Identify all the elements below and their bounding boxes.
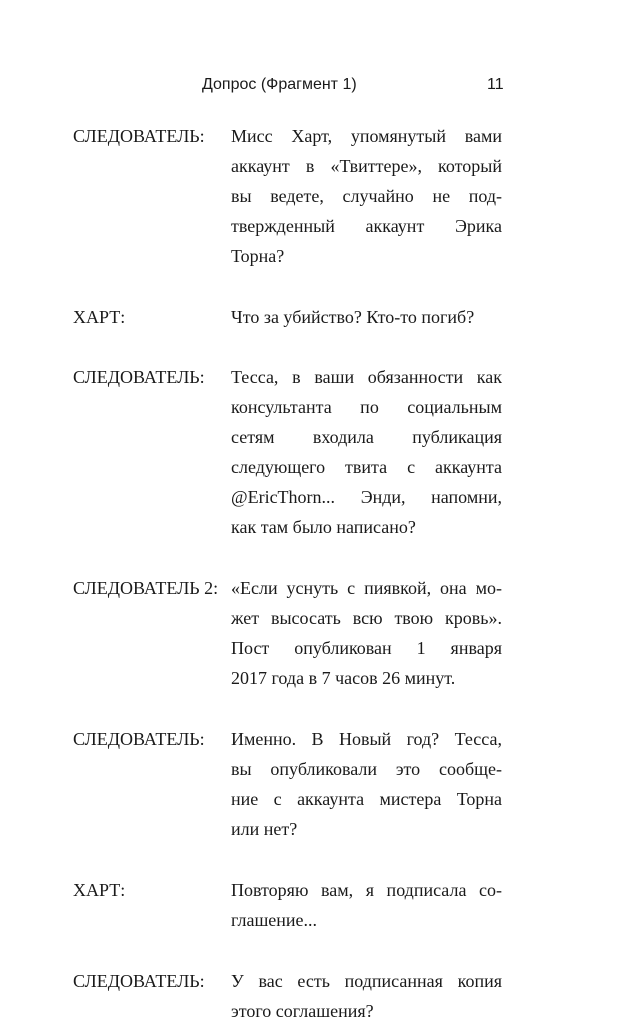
dialogue-entry xyxy=(0,121,620,271)
speech-line: твержденный аккаунт Эрика xyxy=(231,216,502,236)
dialogue-entry xyxy=(0,724,620,844)
speaker-label: СЛЕДОВАТЕЛЬ 2: xyxy=(73,578,219,598)
speech-line: глашение... xyxy=(231,910,318,930)
speech-text xyxy=(231,302,502,332)
dialogue-entry xyxy=(0,875,620,935)
speech-text xyxy=(231,966,502,1026)
speaker-label: ХАРТ: xyxy=(73,880,126,900)
speaker-label: ХАРТ: xyxy=(73,307,126,327)
dialogue-entry xyxy=(0,302,620,332)
page-number: 11 xyxy=(487,76,504,93)
speaker-label: СЛЕДОВАТЕЛЬ: xyxy=(73,367,205,387)
dialogue-entry xyxy=(0,573,620,693)
speech-line: Мисс Харт, упомянутый вами xyxy=(231,126,502,146)
speech-line: вы ведете, случайно не под- xyxy=(231,186,502,206)
speech-text xyxy=(231,875,502,935)
speaker-label: СЛЕДОВАТЕЛЬ: xyxy=(73,126,205,146)
speech-line: вы опубликовали это сообще- xyxy=(231,759,502,779)
speech-line: жет высосать всю твою кровь». xyxy=(231,608,502,628)
running-head xyxy=(0,76,620,100)
speech-line: Пост опубликован 1 января xyxy=(231,638,502,658)
speech-text xyxy=(231,121,502,271)
speech-line: Именно. В Новый год? Тесса, xyxy=(231,729,502,749)
dialogue-entry xyxy=(0,362,620,542)
speech-line: консультанта по социальным xyxy=(231,397,502,417)
speech-line: как там было написано? xyxy=(231,517,416,537)
speech-line: Тесса, в ваши обязанности как xyxy=(231,367,502,387)
speech-line: «Если уснуть с пиявкой, она мо- xyxy=(231,578,502,598)
speech-line: следующего твита с аккаунта xyxy=(231,457,502,477)
speech-line: или нет? xyxy=(231,819,298,839)
speech-line: У вас есть подписанная копия xyxy=(231,971,502,991)
speech-text xyxy=(231,362,502,542)
chapter-title: Допрос (Фрагмент 1) xyxy=(202,76,357,93)
speech-line: Торна? xyxy=(231,246,285,266)
speech-line: этого соглашения? xyxy=(231,1001,374,1021)
speech-line: 2017 года в 7 часов 26 минут. xyxy=(231,668,456,688)
speech-line: @EricThorn... Энди, напомни, xyxy=(231,487,502,507)
dialogue-entry xyxy=(0,966,620,1026)
speech-line: ние с аккаунта мистера Торна xyxy=(231,789,502,809)
speaker-label: СЛЕДОВАТЕЛЬ: xyxy=(73,729,205,749)
speech-text xyxy=(231,573,502,693)
speech-text xyxy=(231,724,502,844)
speaker-label: СЛЕДОВАТЕЛЬ: xyxy=(73,971,205,991)
speech-line: Что за убийство? Кто-то погиб? xyxy=(231,307,475,327)
speech-line: аккаунт в «Твиттере», который xyxy=(231,156,502,176)
interrogation-transcript xyxy=(0,121,620,1026)
speech-line: сетям входила публикация xyxy=(231,427,502,447)
speech-line: Повторяю вам, я подписала со- xyxy=(231,880,502,900)
